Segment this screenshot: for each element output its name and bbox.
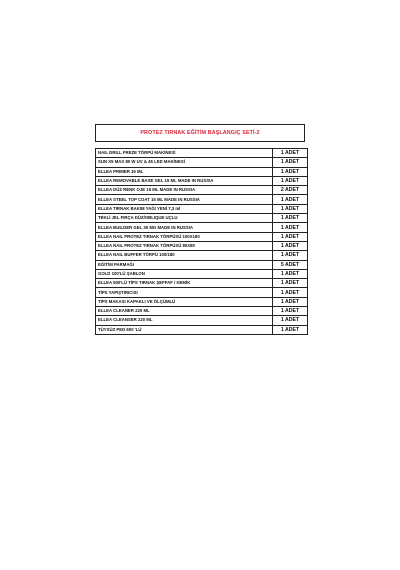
item-quantity: 1 ADET	[273, 232, 308, 241]
item-quantity: 1 ADET	[273, 204, 308, 213]
item-quantity: 1 ADET	[273, 307, 308, 316]
item-name: ELLEA TIRNAK BAKIM YAĞI YENİ 7,3 ml	[96, 204, 273, 213]
table-row	[96, 167, 308, 176]
item-quantity: 1 ADET	[273, 316, 308, 325]
item-name: ELLEA PRIMER 15 ML	[96, 167, 273, 176]
table-row	[96, 176, 308, 185]
table-row	[96, 149, 308, 158]
item-name: ELLEA NAIL PROTEZ TIRNAK TÖRPÜSÜ 100X180	[96, 232, 273, 241]
table-row	[96, 195, 308, 204]
document-title: PROTEZ TIRNAK EĞİTİM BAŞLANGIÇ SETİ-2	[140, 130, 260, 136]
item-name: ELLEA NAIL PROTEZ TIRNAK TÖRPÜSÜ 80X80	[96, 241, 273, 250]
item-quantity: 1 ADET	[273, 214, 308, 223]
product-list-sheet	[95, 124, 305, 335]
item-name: GOLD 100'LÜ ŞABLON	[96, 269, 273, 278]
item-name: TÜYSÜZ PED 600 'LÜ	[96, 325, 273, 334]
item-quantity: 1 ADET	[273, 167, 308, 176]
items-table-body	[96, 149, 308, 335]
item-name: SUN X5 MAX 80 W UV & 45 LED MAKİNESİ	[96, 158, 273, 167]
table-row	[96, 158, 308, 167]
table-row	[96, 186, 308, 195]
item-name: ELLEA DÜZ RENK OJE 15 ML MADE IN RUSSIA	[96, 186, 273, 195]
item-name: ELLEA 500'LÜ TİPS TIRNAK ŞEFFAF / KEMİK	[96, 279, 273, 288]
item-name: ELLEA NAIL BUFFER TÖRPÜ 100/180	[96, 251, 273, 260]
table-row	[96, 279, 308, 288]
table-row	[96, 214, 308, 223]
item-quantity: 1 ADET	[273, 241, 308, 250]
item-quantity: 1 ADET	[273, 149, 308, 158]
item-name: EĞİTİM PARMAĞI	[96, 260, 273, 269]
table-row	[96, 297, 308, 306]
item-quantity: 1 ADET	[273, 279, 308, 288]
item-quantity: 1 ADET	[273, 176, 308, 185]
item-name: NAIL DRILL FREZE TÖRPÜ MAKİNESİ	[96, 149, 273, 158]
table-row	[96, 316, 308, 325]
table-row	[96, 325, 308, 334]
table-row	[96, 232, 308, 241]
item-quantity: 5 ADET	[273, 260, 308, 269]
item-quantity: 1 ADET	[273, 195, 308, 204]
table-row	[96, 251, 308, 260]
table-row	[96, 260, 308, 269]
table-row	[96, 307, 308, 316]
item-name: ELLEA REMOVABLE BASE GEL 15 ML MADE IN RUSSIA	[96, 176, 273, 185]
item-name: ELLEA CLEANER 220 ML	[96, 307, 273, 316]
item-quantity: 1 ADET	[273, 158, 308, 167]
item-quantity: 1 ADET	[273, 251, 308, 260]
table-row	[96, 204, 308, 213]
item-quantity: 1 ADET	[273, 325, 308, 334]
item-quantity: 1 ADET	[273, 223, 308, 232]
item-name: ELLEA BUILDER GEL 30 MG MADE IN RUSSIA	[96, 223, 273, 232]
item-quantity: 2 ADET	[273, 186, 308, 195]
item-quantity: 1 ADET	[273, 269, 308, 278]
item-name: TİPS YAPIŞTIRICISI	[96, 288, 273, 297]
table-row	[96, 241, 308, 250]
table-row	[96, 269, 308, 278]
title-box	[95, 124, 305, 142]
item-name: ELLEA STEEL TOP COAT 15 ML MADE IN RUSSIA	[96, 195, 273, 204]
item-name: TEKLİ JEL FIRÇA DÜZ/OBLIQUE UÇLU	[96, 214, 273, 223]
table-row	[96, 223, 308, 232]
item-quantity: 1 ADET	[273, 297, 308, 306]
item-quantity: 1 ADET	[273, 288, 308, 297]
item-name: ELLEA CLEANSER 220 ML	[96, 316, 273, 325]
items-table	[95, 148, 308, 335]
table-row	[96, 288, 308, 297]
item-name: TİPS MAKASI KAPAKLI VE ÖLÇÜMLÜ	[96, 297, 273, 306]
